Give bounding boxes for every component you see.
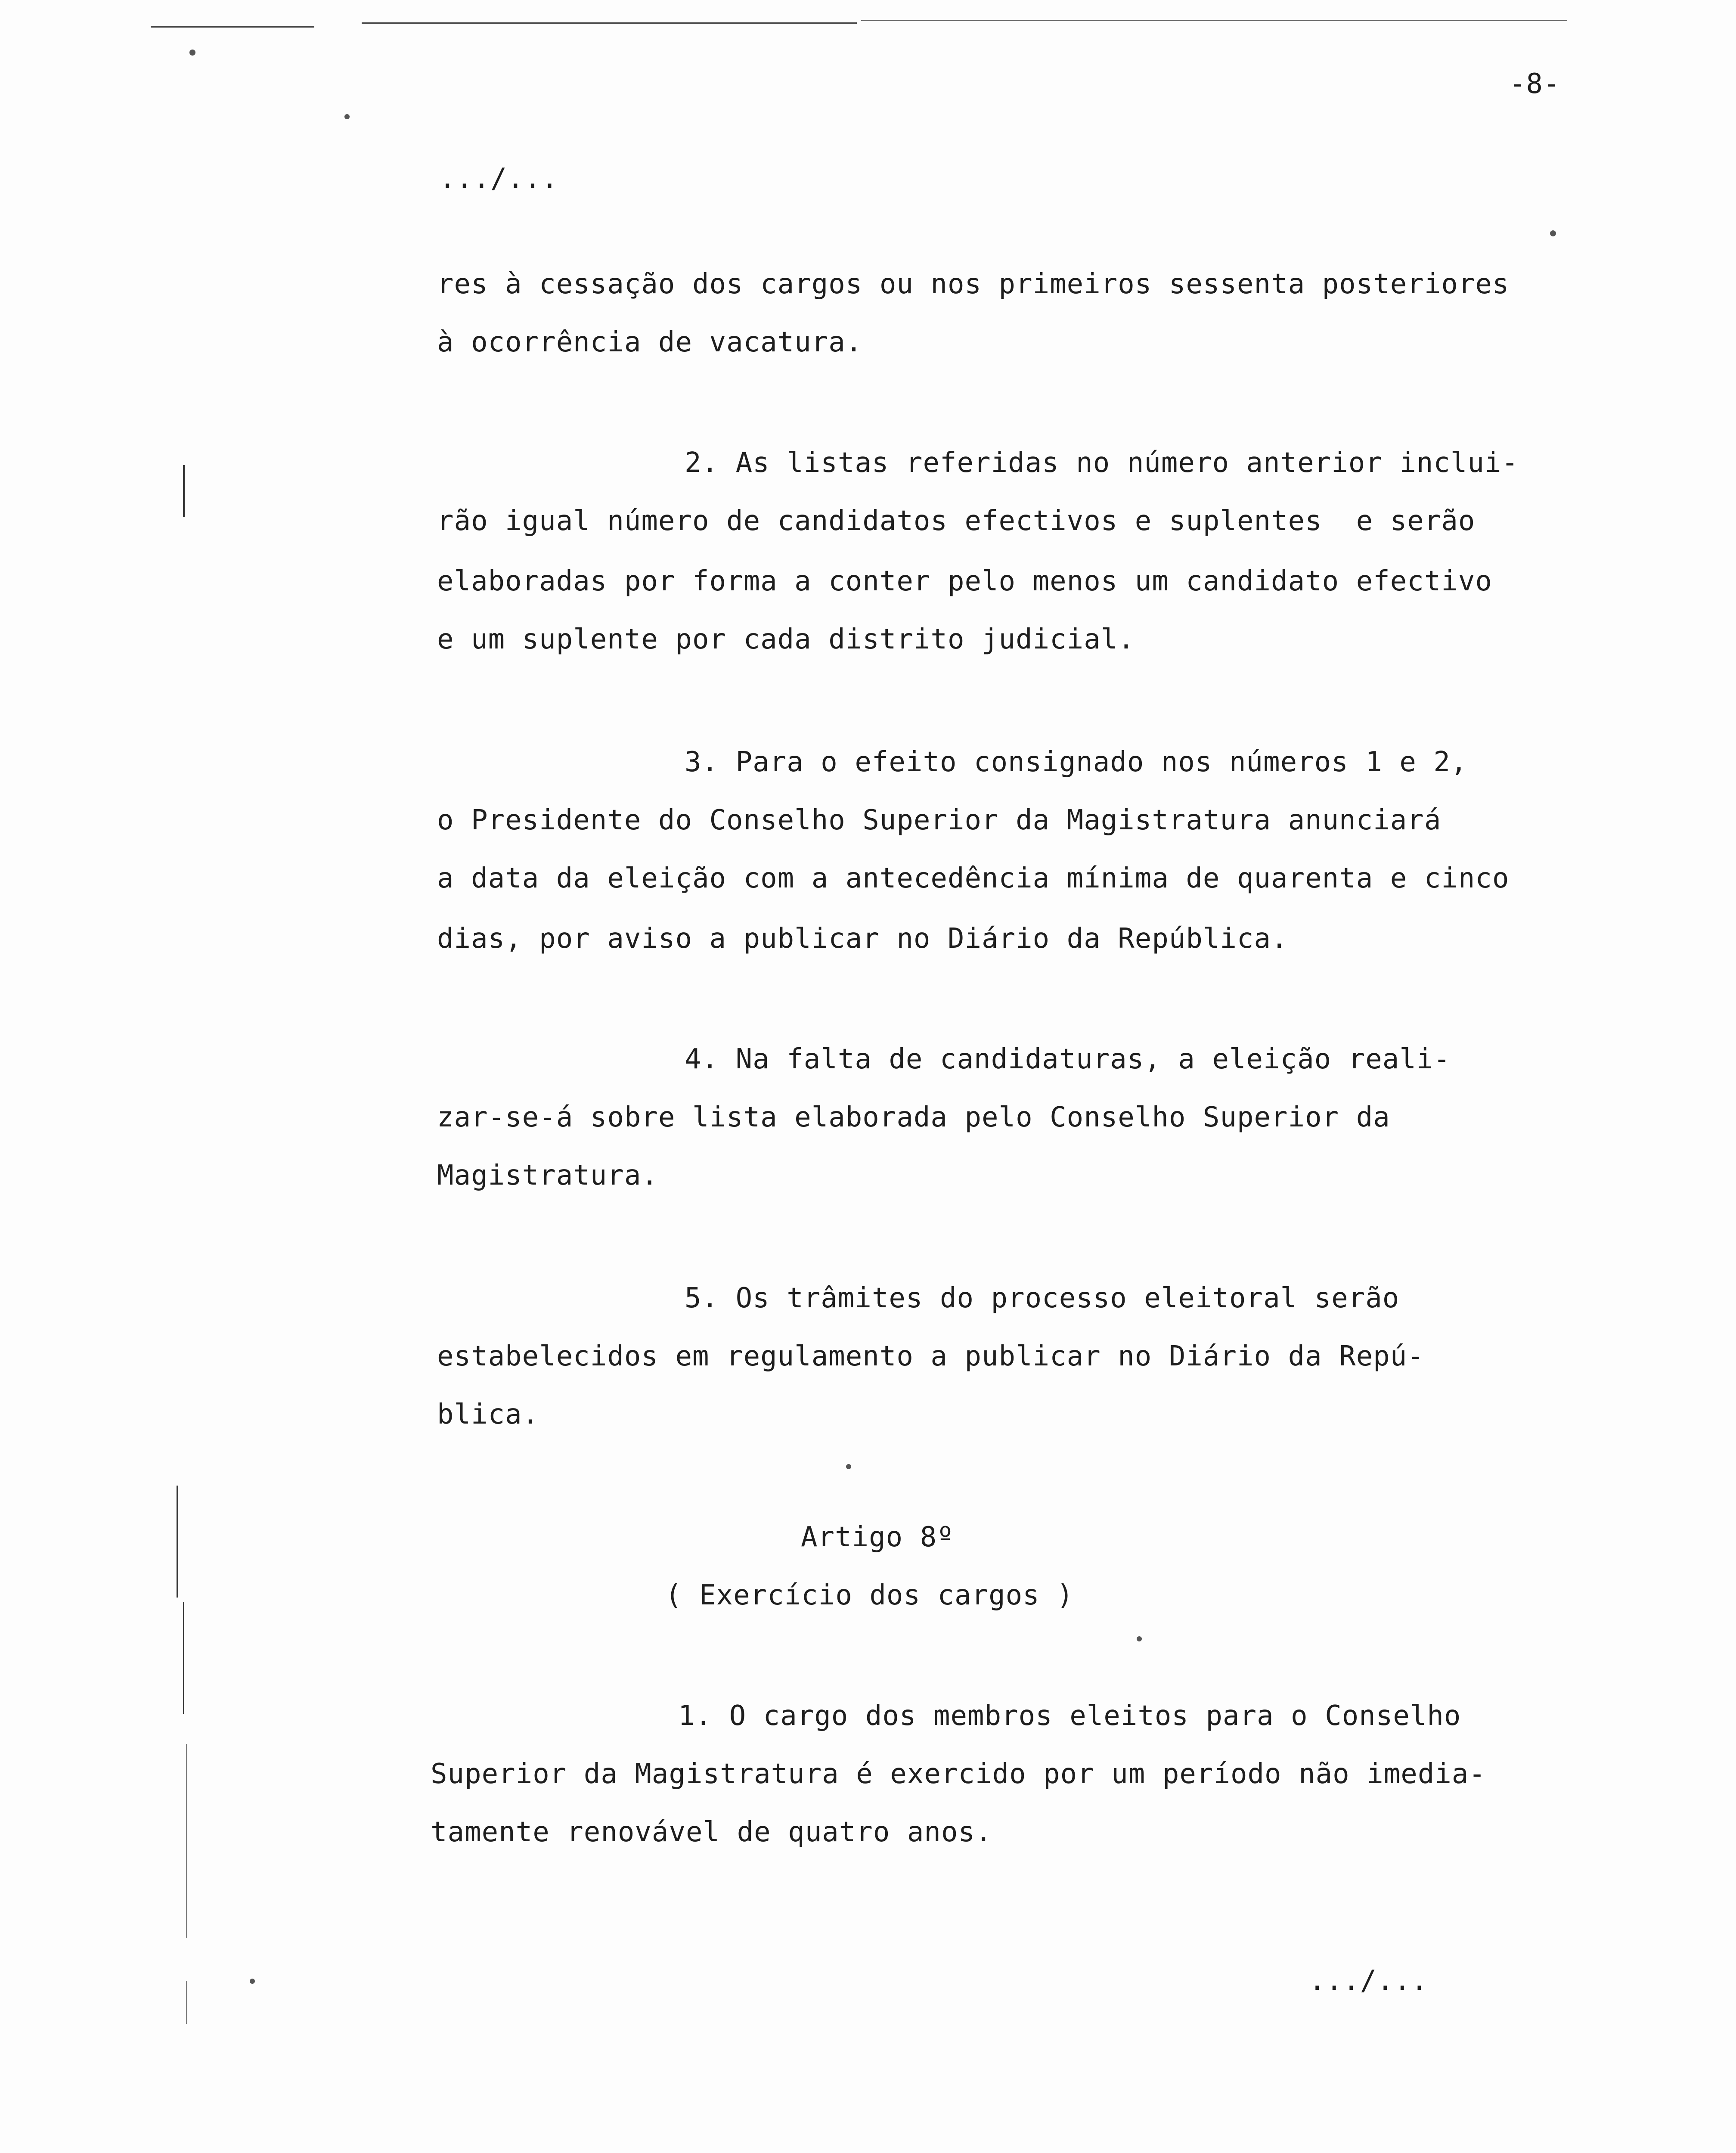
p4-line-1: 4. Na falta de candidaturas, a eleição reali- xyxy=(685,1043,1451,1075)
p0-line-2: à ocorrência de vacatura. xyxy=(437,326,863,358)
p6-line-3: tamente renovável de quatro anos. xyxy=(431,1816,992,1848)
p2-line-2: rão igual número de candidatos efectivos e suplentes e serão xyxy=(437,505,1476,537)
top-rule-right xyxy=(861,20,1567,21)
margin-mark-1 xyxy=(183,465,185,517)
p2-line-1: 2. As listas referidas no número anterior inclui- xyxy=(685,447,1519,479)
p5-line-1: 5. Os trâmites do processo eleitoral serão xyxy=(685,1282,1400,1314)
continuation-top: .../... xyxy=(439,163,558,195)
p5-line-3: blica. xyxy=(437,1399,539,1430)
speck-2 xyxy=(344,114,350,119)
page-number: -8- xyxy=(1509,68,1560,100)
article-subtitle: ( Exercício dos cargos ) xyxy=(665,1579,1074,1611)
top-rule-middle xyxy=(362,22,857,24)
p6-line-1: 1. O cargo dos membros eleitos para o Conselho xyxy=(678,1700,1461,1732)
p3-line-2: o Presidente do Conselho Superior da Magistratura anunciará xyxy=(437,804,1442,836)
p5-line-2: estabelecidos em regulamento a publicar no Diário da Repú- xyxy=(437,1340,1424,1372)
p2-line-3: elaboradas por forma a conter pelo menos um candidato efectivo xyxy=(437,565,1492,597)
article-title: Artigo 8º xyxy=(801,1521,954,1553)
continuation-bottom: .../... xyxy=(1309,1965,1428,1997)
p6-line-2: Superior da Magistratura é exercido por um período não imedia- xyxy=(431,1758,1486,1790)
p3-line-1: 3. Para o efeito consignado nos números 1 e 2, xyxy=(685,746,1468,778)
margin-mark-5 xyxy=(186,1981,187,2024)
speck-4 xyxy=(846,1464,851,1469)
p3-line-3: a data da eleição com a antecedência mínima de quarenta e cinco xyxy=(437,862,1510,894)
speck-5 xyxy=(1137,1636,1142,1641)
speck-6 xyxy=(250,1979,255,1984)
margin-mark-2 xyxy=(177,1486,178,1598)
top-rule-left xyxy=(151,26,314,28)
speck-1 xyxy=(189,50,195,56)
p2-line-4: e um suplente por cada distrito judicial. xyxy=(437,624,1135,655)
p3-line-4: dias, por aviso a publicar no Diário da República. xyxy=(437,923,1288,955)
margin-mark-4 xyxy=(186,1744,187,1938)
p0-line-1: res à cessação dos cargos ou nos primeiros sessenta posteriores xyxy=(437,268,1510,300)
speck-3 xyxy=(1550,230,1556,236)
p4-line-3: Magistratura. xyxy=(437,1160,658,1191)
p4-line-2: zar-se-á sobre lista elaborada pelo Conselho Superior da xyxy=(437,1101,1390,1133)
margin-mark-3 xyxy=(183,1602,184,1714)
